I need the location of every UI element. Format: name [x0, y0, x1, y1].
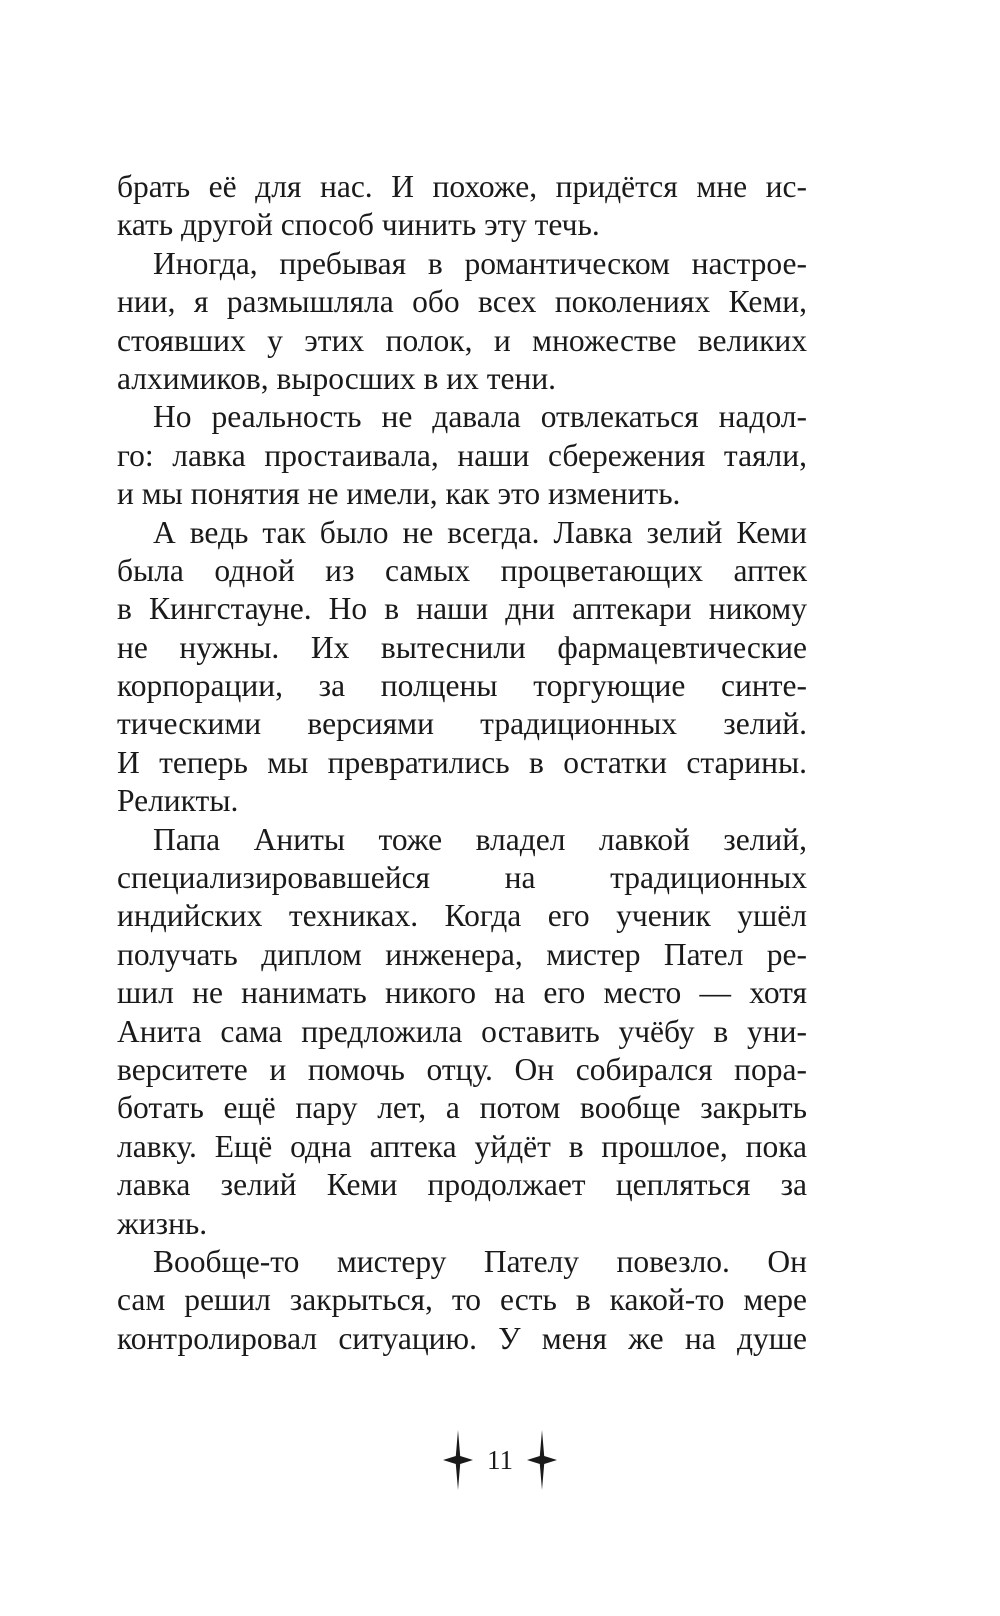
text-line: брать её для нас. И похоже, придётся мне ис-: [117, 169, 807, 204]
text-line: лавка зелий Кеми продолжает цепляться за: [117, 1167, 807, 1203]
text-line: Анита сама предложила оставить учёбу в уни-: [117, 1013, 807, 1049]
text-line: алхимиков, выросших в их тени.: [117, 360, 557, 396]
page-footer: [0, 1430, 1000, 1490]
text-line: сам решил закрыться, то есть в какой-то мере: [117, 1282, 807, 1318]
text-line: специализировавшейся на традиционных: [117, 860, 807, 896]
text-line: Папа Аниты тоже владел лавкой зелий,: [153, 821, 807, 857]
text-line: Иногда, пребывая в романтическом настрое-: [153, 245, 807, 281]
text-line: И теперь мы превратились в остатки старины.: [117, 744, 807, 780]
text-line: индийских техниках. Когда его ученик ушёл: [117, 898, 807, 934]
text-line: Вообще-то мистеру Пателу повезло. Он: [153, 1243, 807, 1279]
text-line: не нужны. Их вытеснили фармацевтические: [117, 629, 807, 665]
text-line: и мы понятия не имели, как это изменить.: [117, 476, 681, 512]
text-line: Реликты.: [117, 783, 239, 819]
text-line: получать диплом инженера, мистер Пател ре-: [117, 936, 807, 972]
text-line: в Кингстауне. Но в наши дни аптекари никому: [117, 591, 807, 627]
text-line: шил не нанимать никого на его место — хотя: [117, 975, 807, 1011]
text-line: Но реальность не давала отвлекаться надол-: [153, 399, 807, 435]
text-line: была одной из самых процветающих аптек: [117, 552, 807, 588]
four-point-star-icon: [527, 1430, 557, 1490]
text-line: стоявших у этих полок, и множестве великих: [117, 322, 807, 358]
text-line: го: лавка простаивала, наши сбережения таяли,: [117, 437, 807, 473]
text-line: А ведь так было не всегда. Лавка зелий Кеми: [153, 514, 807, 550]
text-line: жизнь.: [117, 1205, 208, 1241]
four-point-star-icon: [443, 1430, 473, 1490]
text-line: контролировал ситуацию. У меня же на душе: [117, 1320, 807, 1356]
text-line: кать другой способ чинить эту течь.: [117, 207, 600, 243]
text-line: корпорации, за полцены торгующие синте-: [117, 668, 807, 704]
text-line: нии, я размышляла обо всех поколениях Кеми,: [117, 284, 807, 320]
text-line: тическими версиями традиционных зелий.: [117, 706, 807, 742]
page-number: 11: [487, 1444, 513, 1475]
text-line: ботать ещё пару лет, а потом вообще закрыть: [117, 1090, 807, 1126]
text-line: верситете и помочь отцу. Он собирался пора-: [117, 1051, 807, 1087]
page-body-text: [117, 168, 807, 1358]
text-line: лавку. Ещё одна аптека уйдёт в прошлое, пока: [117, 1128, 807, 1164]
